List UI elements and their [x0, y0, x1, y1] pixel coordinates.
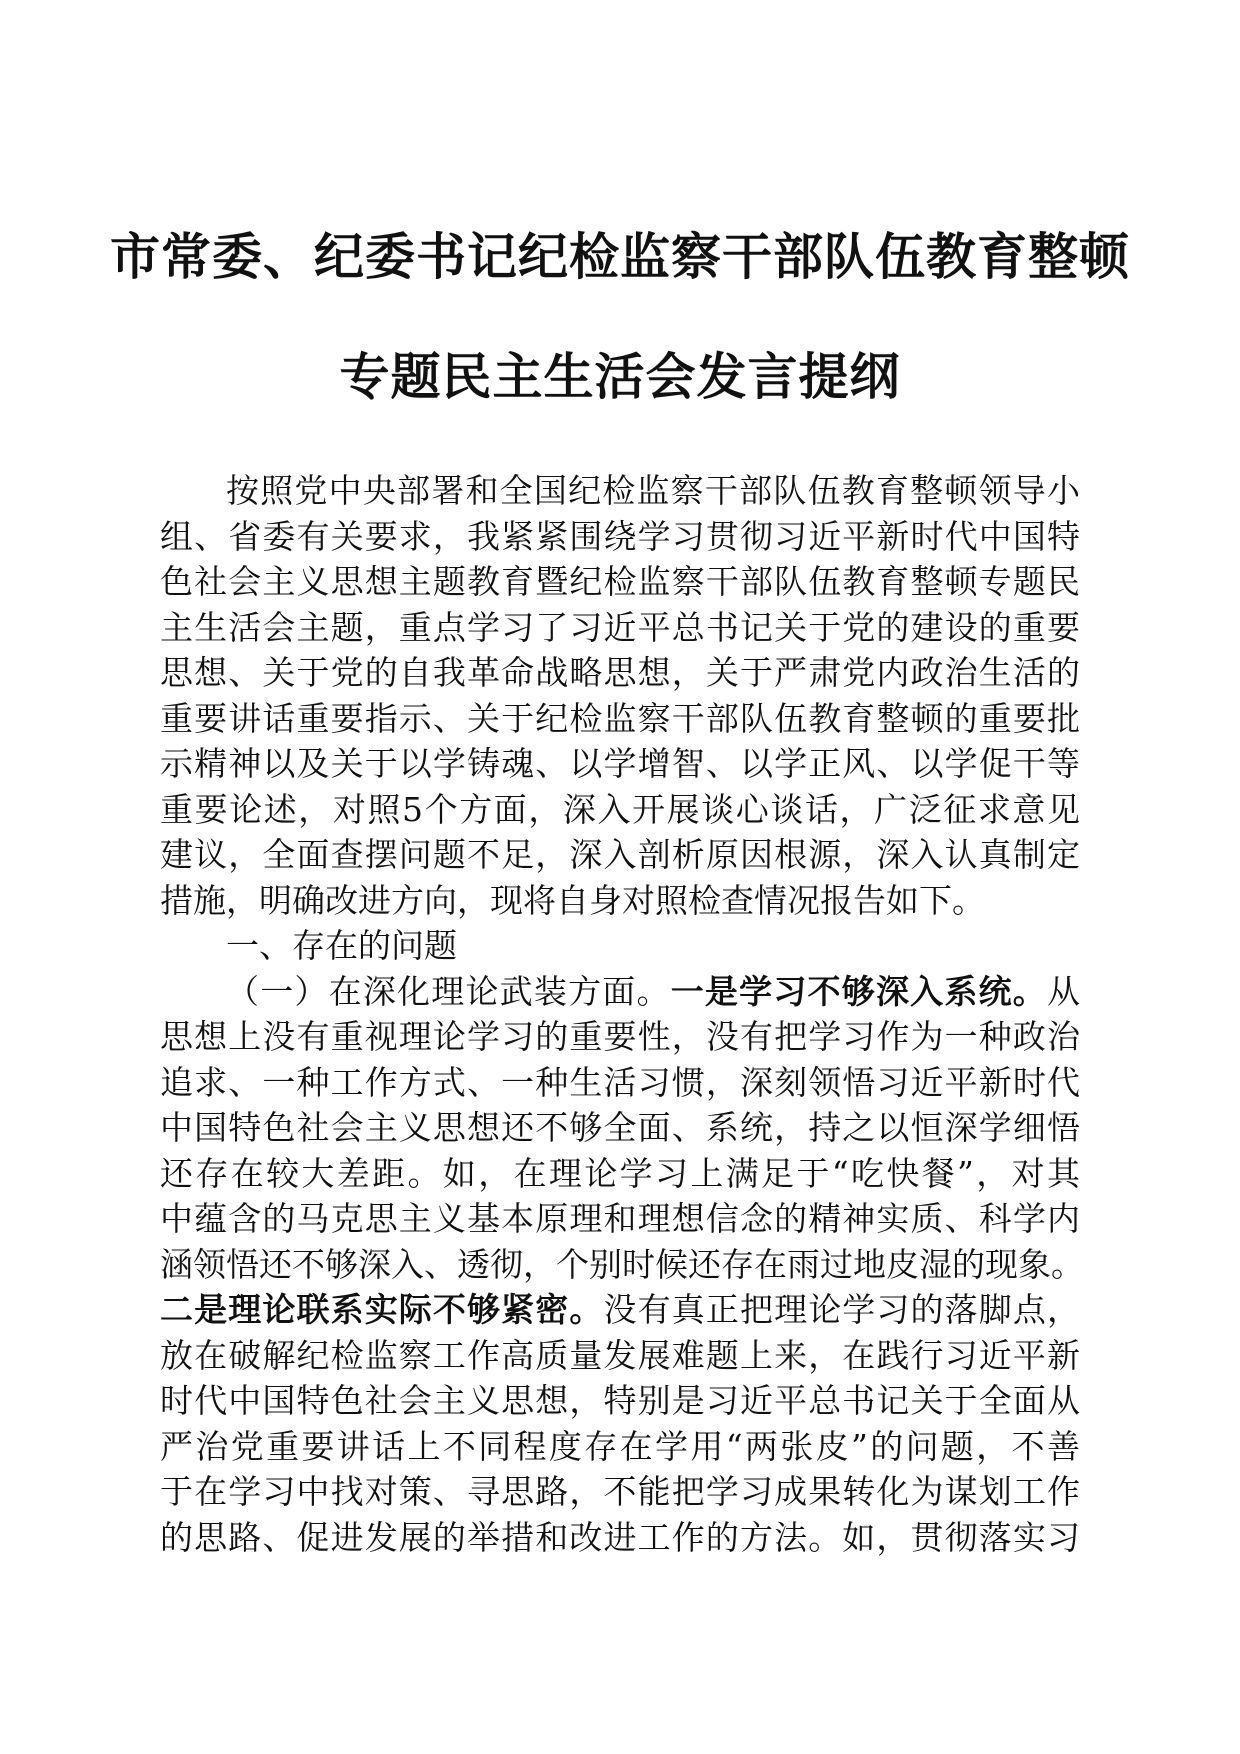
paragraph-line: 还存在较大差距。如，在理论学习上满足于“吃快餐”，对其: [160, 1153, 1080, 1193]
paragraph-2-first-line: [160, 1287, 1080, 1333]
paragraph-1-lead: （一）在深化理论武装方面。: [226, 971, 671, 1011]
paragraph-line: 放在破解纪检监察工作高质量发展难题上来，在践行习近平新: [160, 1335, 1080, 1375]
paragraph-line: 思想上没有重视理论学习的重要性，没有把学习作为一种政治: [160, 1017, 1080, 1056]
paragraph-line: 于在学习中找对策、寻思路，不能把学习成果转化为谋划工作: [160, 1472, 1080, 1511]
intro-line: 建议，全面查摆问题不足，深入剖析原因根源，深入认真制定: [160, 835, 1080, 874]
paragraph-1-first-line: [160, 969, 1080, 1015]
document-title-line-2: 专题民主生活会发言提纲: [339, 347, 901, 406]
paragraph-2-bold-point: 二是理论联系实际不够紧密。: [160, 1290, 604, 1329]
paragraph-line: 追求、一种工作方式、一种生活习惯，深刻领悟习近平新时代: [160, 1062, 1080, 1102]
paragraph-2-lead-tail: 没有真正把理论学习的落脚点，: [603, 1290, 1081, 1329]
intro-line: 色社会主义思想主题教育暨纪检监察干部队伍教育整顿专题民: [160, 562, 1080, 601]
section-heading: 一、存在的问题: [226, 926, 457, 965]
intro-line: 示精神以及关于以学铸魂、以学增智、以学正风、以学促干等: [160, 744, 1080, 783]
paragraph-line: 涵领悟还不够深入、透彻，个别时候还存在雨过地皮湿的现象。: [160, 1244, 1084, 1284]
paragraph-line: 的思路、促进发展的举措和改进工作的方法。如，贯彻落实习: [160, 1517, 1080, 1557]
document-body: [160, 468, 1084, 1560]
paragraph-line: 中蕴含的马克思主义基本原理和理想信念的精神实质、科学内: [160, 1199, 1080, 1238]
intro-line: 重要论述，对照5个方面，深入开展谈心谈话，广泛征求意见: [160, 789, 1080, 829]
intro-line: 重要讲话重要指示、关于纪检监察干部队伍教育整顿的重要批: [160, 698, 1080, 738]
paragraph-line: 严治党重要讲话上不同程度存在学用“两张皮”的问题，不善: [160, 1426, 1080, 1466]
intro-line: 措施，明确改进方向，现将自身对照检查情况报告如下。: [160, 880, 985, 920]
intro-line: 按照党中央部署和全国纪检监察干部队伍教育整顿领导小: [226, 471, 1080, 510]
intro-line: 主生活会主题，重点学习了习近平总书记关于党的建设的重要: [160, 607, 1080, 647]
paragraph-1-bold-point: 一是学习不够深入系统。: [670, 971, 1048, 1011]
paragraph-line: 中国特色社会主义思想还不够全面、系统，持之以恒深学细悟: [160, 1108, 1080, 1147]
intro-line: 组、省委有关要求，我紧紧围绕学习贯彻习近平新时代中国特: [160, 516, 1080, 556]
intro-line: 思想、关于党的自我革命战略思想，关于严肃党内政治生活的: [160, 653, 1080, 692]
paragraph-line: 时代中国特色社会主义思想，特别是习近平总书记关于全面从: [160, 1381, 1080, 1420]
document-title-line-1: 市常委、纪委书记纪检监察干部队伍教育整顿: [110, 227, 1130, 286]
paragraph-1-lead-tail: 从: [1047, 971, 1081, 1011]
